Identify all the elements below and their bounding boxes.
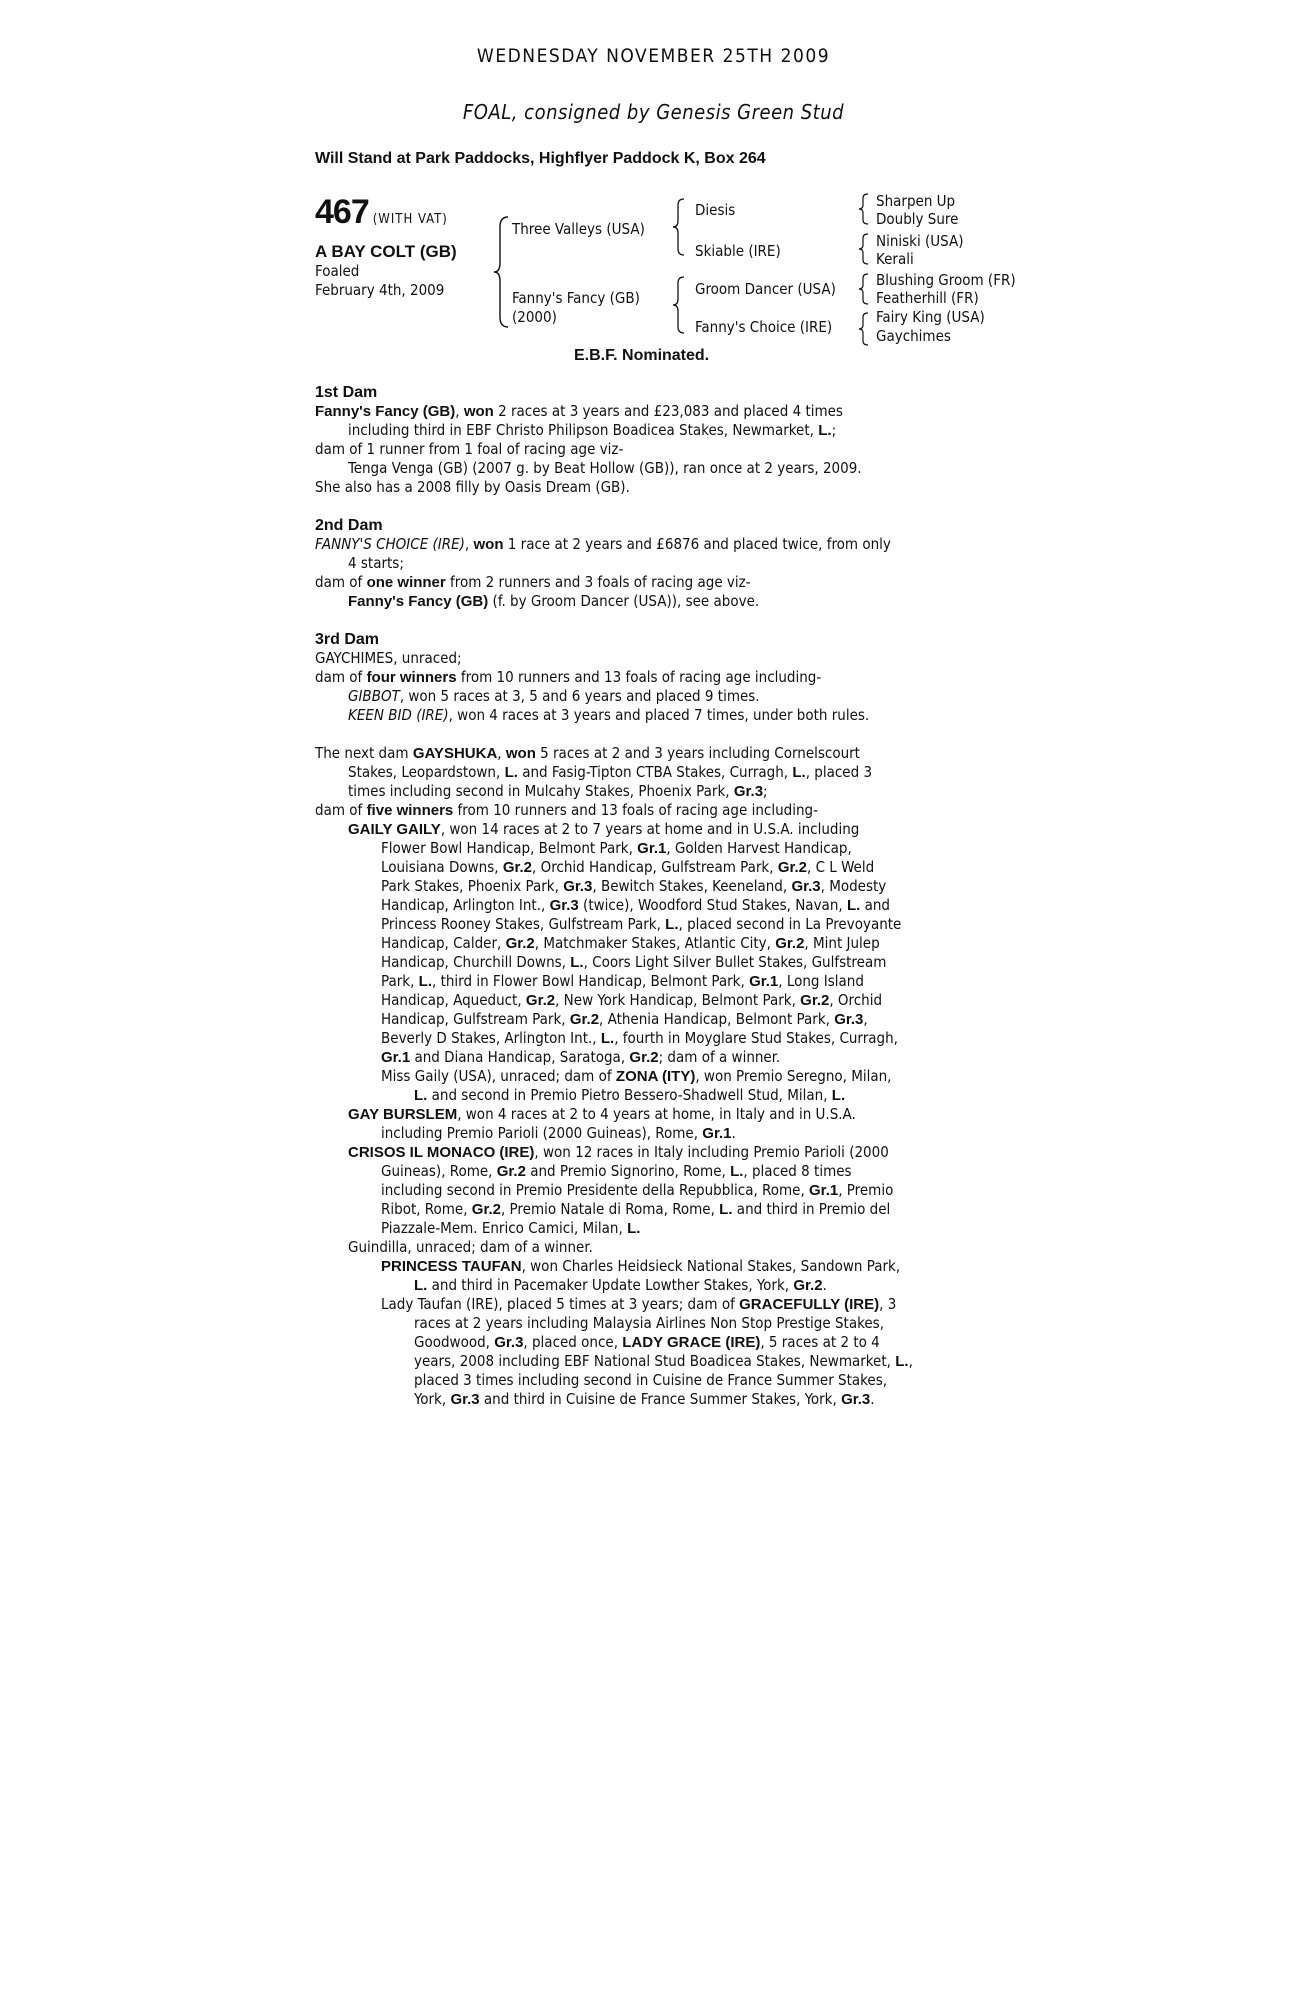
next-dam-line3 (315, 782, 995, 801)
guindilla-line: Guindilla, unraced; dam of a winner. (348, 1238, 593, 1256)
bold-segment: Gr.2 (502, 859, 532, 876)
winner-count: five winners (366, 802, 454, 819)
grade-mark: Gr.3 (733, 783, 764, 800)
first-dam-name: Fanny's Fancy (GB) (315, 403, 456, 420)
gaily-gaily-line-0 (315, 820, 995, 839)
text-segment: , Coors Light Silver Bullet Stakes, Gulfstream (583, 953, 887, 971)
text-segment: York, (414, 1390, 451, 1408)
bold-segment: Gr.2 (775, 935, 805, 952)
text-segment: and Diana Handicap, Saratoga, (410, 1048, 630, 1066)
text-segment: , 3 (879, 1295, 897, 1313)
runner-name: GAILY GAILY (348, 821, 441, 838)
text-segment: Piazzale-Mem. Enrico Camici, Milan, (381, 1219, 628, 1237)
text-segment: , Athenia Handicap, Belmont Park, (599, 1010, 835, 1028)
text-segment: . (731, 1124, 736, 1142)
second-dam-runner (315, 592, 995, 611)
text-segment: and third in Pacemaker Update Lowther Stakes, York, (427, 1276, 794, 1294)
bold-segment: Gr.3 (791, 878, 821, 895)
second-dam-line: FANNY'S CHOICE (IRE), won 1 race at 2 years and £6876 and placed twice, from only (315, 535, 891, 553)
gay-burslem-line (315, 1124, 995, 1143)
text-segment: Princess Rooney Stakes, Gulfstream Park, (381, 915, 666, 933)
bold-segment: Gr.2 (525, 992, 556, 1009)
bold-segment: Gr.2 (505, 935, 535, 952)
gaily-gaily-line (315, 934, 995, 953)
text-segment: , Bewitch Stakes, Keeneland, (592, 877, 792, 895)
bold-segment: L. (570, 954, 584, 971)
bold-segment: L. (665, 916, 679, 933)
gaily-gaily-line (315, 953, 995, 972)
next-dam-section (315, 744, 995, 820)
gaily-gaily-line (315, 839, 995, 858)
princess-taufan-line (315, 1257, 995, 1276)
gay-burslem-entry (315, 1105, 995, 1143)
text-segment: Ribot, Rome, (381, 1200, 472, 1218)
text: times including second in Mulcahy Stakes, Phoenix Park, (348, 782, 734, 800)
next-dam-produce (315, 801, 995, 820)
consignment-line: FOAL, consigned by Genesis Green Stud (462, 100, 845, 124)
bold-segment: L. (414, 1277, 428, 1294)
bold-segment: Gr.1 (749, 973, 779, 990)
runner-text: , won 5 races at 3, 5 and 6 years and placed 9 times. (399, 687, 760, 705)
text-segment: , placed 8 times (743, 1162, 852, 1180)
runner-name: KEEN BID (IRE) (348, 706, 449, 724)
text-segment: , won 4 races at 2 to 4 years at home, in Italy and in U.S.A. (457, 1105, 856, 1123)
second-dam-heading: 2nd Dam (315, 517, 383, 534)
third-dam-runner-2 (315, 706, 995, 725)
text-segment: Beverly D Stakes, Arlington Int., (381, 1029, 601, 1047)
gaily-gaily-line (315, 896, 995, 915)
text-segment: , fourth in Moyglare Stud Stakes, Curragh, (614, 1029, 898, 1047)
pedigree-sire-dam: Skiable (IRE) (695, 242, 781, 260)
next-dam-name: GAYSHUKA (412, 745, 498, 762)
second-dam-text: 1 race at 2 years and £6876 and placed twice, from only (503, 535, 891, 553)
pedigree-dds: Fairy King (USA) (876, 308, 985, 326)
lady-taufan-entry (315, 1295, 995, 1409)
bold-segment: GAY BURSLEM (348, 1106, 458, 1123)
second-dam-line2: 4 starts; (348, 554, 404, 572)
text-segment: , (908, 1352, 913, 1370)
miss-gaily-line (315, 1067, 995, 1086)
text: , placed 3 (805, 763, 873, 781)
first-dam-text2: including third in EBF Christo Philipson Boadicea Stakes, Newmarket, (348, 421, 819, 439)
runner-text (441, 820, 860, 838)
text-segment: , C L Weld (807, 858, 875, 876)
text-segment: , won 12 races in Italy including Premio Parioli (2000 (534, 1143, 889, 1161)
text-segment: , Orchid (829, 991, 883, 1009)
runner-name: GIBBOT (348, 687, 400, 705)
gay-burslem-line (315, 1105, 995, 1124)
pedigree-dam-year: (2000) (512, 308, 557, 326)
bold-segment: Gr.3 (450, 1391, 480, 1408)
text-segment: Louisiana Downs, (381, 858, 503, 876)
first-dam-runner: Tenga Venga (GB) (2007 g. by Beat Hollow (GB)), ran once at 2 years, 2009. (348, 459, 862, 477)
text-segment: including Premio Parioli (2000 Guineas), Rome, (381, 1124, 703, 1142)
text-segment: Handicap, Aqueduct, (381, 991, 526, 1009)
text-segment: (twice), Woodford Stud Stakes, Navan, (578, 896, 847, 914)
text-segment: , Long Island (778, 972, 864, 990)
bold-segment: Gr.3 (563, 878, 593, 895)
bold-segment: Gr.3 (834, 1011, 864, 1028)
text-segment: , Modesty (820, 877, 887, 895)
dam-of: dam of (315, 573, 367, 591)
text-segment: years, 2008 including EBF National Stud Boadicea Stakes, Newmarket, (414, 1352, 896, 1370)
pedigree-dam-sire: Groom Dancer (USA) (695, 280, 836, 298)
miss-gaily-entry (315, 1067, 995, 1105)
text-segment: , Premio (838, 1181, 894, 1199)
bold-segment: Gr.3 (549, 897, 579, 914)
gaily-gaily-line (315, 972, 995, 991)
gaily-gaily-entry (315, 820, 995, 1067)
won: won (505, 745, 536, 762)
winner-count: four winners (366, 669, 457, 686)
bold-segment: L. (414, 1087, 428, 1104)
first-dam-section (315, 383, 995, 497)
text-segment: Goodwood, (414, 1333, 495, 1351)
catalogue-body (315, 383, 995, 1409)
pedigree-dam: Fanny's Fancy (GB) (512, 289, 640, 307)
bold-segment: Gr.1 (809, 1182, 839, 1199)
text-segment: , third in Flower Bowl Handicap, Belmont Park, (432, 972, 750, 990)
bold-segment: Gr.1 (381, 1049, 411, 1066)
pedigree-brace-sd (857, 232, 871, 266)
winner-count: one winner (366, 574, 446, 591)
pedigree-dss: Blushing Groom (FR) (876, 271, 1016, 289)
bold-segment: L. (627, 1220, 641, 1237)
bold-segment: Gr.2 (496, 1163, 526, 1180)
pedigree-brace-main (492, 215, 512, 330)
runner-text: , won 4 races at 3 years and placed 7 times, under both rules. (448, 706, 870, 724)
dam-of: dam of (315, 668, 367, 686)
lot-heading (315, 193, 448, 232)
princess-taufan-line (315, 1276, 995, 1295)
pedigree-brace-dd (857, 311, 871, 347)
text-segment: and Premio Signorino, Rome, (525, 1162, 731, 1180)
runner-name: Fanny's Fancy (GB) (348, 593, 489, 610)
vat-note: (WITH VAT) (372, 212, 448, 227)
lady-taufan-line (315, 1333, 995, 1352)
lady-taufan-line (315, 1390, 995, 1409)
text-segment: , 5 races at 2 to 4 (760, 1333, 880, 1351)
foaled-info (315, 262, 444, 300)
bold-segment: L. (730, 1163, 744, 1180)
text-segment: , placed once, (523, 1333, 623, 1351)
text-segment: Handicap, Calder, (381, 934, 506, 952)
pedigree-brace-ds (857, 272, 871, 306)
pedigree-sire: Three Valleys (USA) (512, 220, 645, 238)
text-segment: , New York Handicap, Belmont Park, (555, 991, 801, 1009)
crisos-entry (315, 1143, 995, 1238)
lady-taufan-line (315, 1295, 995, 1314)
pedigree-brace-dam (671, 275, 687, 335)
bold-segment: GRACEFULLY (IRE) (739, 1296, 880, 1313)
sale-date: WEDNESDAY NOVEMBER 25TH 2009 (476, 45, 831, 67)
text: and Fasig-Tipton CTBA Stakes, Curragh, (517, 763, 793, 781)
second-dam-produce (315, 573, 995, 592)
pedigree-sds: Niniski (USA) (876, 232, 964, 250)
text-segment: , (863, 1010, 868, 1028)
bold-segment: Gr.2 (471, 1201, 501, 1218)
dam-of: dam of (315, 801, 367, 819)
lady-taufan-line (315, 1352, 995, 1371)
foaled-date: February 4th, 2009 (315, 281, 445, 299)
third-dam-produce (315, 668, 995, 687)
third-dam-line: GAYCHIMES, unraced; (315, 649, 462, 667)
lot-number: 467 (315, 193, 369, 231)
bold-segment: LADY GRACE (IRE) (622, 1334, 761, 1351)
text-segment: and third in Premio del (732, 1200, 891, 1218)
miss-gaily-line (315, 1086, 995, 1105)
first-dam-line2 (315, 421, 995, 440)
bold-segment: ZONA (ITY) (615, 1068, 696, 1085)
listed-mark: L. (818, 422, 832, 439)
gaily-gaily-line (315, 858, 995, 877)
pedigree-dam-dam: Fanny's Choice (IRE) (695, 318, 833, 336)
bold-segment: L. (846, 897, 861, 914)
text-segment: , won 14 races at 2 to 7 years at home and in U.S.A. including (440, 820, 860, 838)
second-dam-section (315, 516, 995, 611)
text-segment: , Mint Julep (804, 934, 880, 952)
listed-mark: L. (792, 764, 806, 781)
text-segment: . (870, 1390, 875, 1408)
bold-segment: Gr.1 (702, 1125, 732, 1142)
bold-segment: Gr.2 (629, 1049, 659, 1066)
text-segment: and third in Cuisine de France Summer Stakes, York, (479, 1390, 842, 1408)
text-segment: Lady Taufan (IRE), placed 5 times at 3 years; dam of (381, 1295, 740, 1313)
bold-segment: L. (418, 973, 433, 990)
text-segment: including second in Premio Presidente della Repubblica, Rome, (381, 1181, 810, 1199)
pedigree-brace-sire (671, 197, 687, 257)
pedigree-dsd: Featherhill (FR) (876, 289, 979, 307)
text-segment: , won Charles Heidsieck National Stakes, Sandown Park, (521, 1257, 901, 1275)
bold-segment: Gr.2 (777, 859, 808, 876)
ebf-nominated: E.B.F. Nominated. (574, 347, 710, 364)
text-segment: and second in Premio Pietro Bessero-Shadwell Stud, Milan, (427, 1086, 832, 1104)
pedigree-sss: Sharpen Up (876, 192, 956, 210)
stand-location: Will Stand at Park Paddocks, Highflyer Paddock K, Box 264 (315, 150, 766, 167)
princess-taufan-entry (315, 1257, 995, 1295)
produce-text: from 2 runners and 3 foals of racing age viz- (445, 573, 751, 591)
foaled-label: Foaled (315, 262, 360, 280)
text-segment: placed 3 times including second in Cuisine de France Summer Stakes, (414, 1371, 888, 1389)
text-segment: Miss Gaily (USA), unraced; dam of (381, 1067, 616, 1085)
second-dam-name: FANNY'S CHOICE (IRE) (315, 535, 465, 553)
first-dam-won: won (463, 403, 494, 420)
lady-taufan-line (315, 1371, 995, 1390)
bold-segment: Gr.2 (793, 1277, 823, 1294)
text-segment: , placed second in La Prevoyante (678, 915, 902, 933)
pedigree-ddd: Gaychimes (876, 327, 951, 345)
bold-segment: Gr.2 (800, 992, 830, 1009)
pedigree-ssd: Doubly Sure (876, 210, 959, 228)
third-dam-heading: 3rd Dam (315, 631, 380, 648)
bold-segment: Gr.3 (494, 1334, 524, 1351)
text-segment: Handicap, Churchill Downs, (381, 953, 571, 971)
third-dam-runner-1 (315, 687, 995, 706)
text-segment: , Golden Harvest Handicap, (666, 839, 852, 857)
text-segment: and (860, 896, 890, 914)
crisos-line (315, 1181, 995, 1200)
first-dam-heading: 1st Dam (315, 384, 378, 401)
lady-taufan-line (315, 1314, 995, 1333)
text-segment: , Matchmaker Stakes, Atlantic City, (534, 934, 776, 952)
bold-segment: L. (831, 1087, 846, 1104)
text-segment: , Orchid Handicap, Gulfstream Park, (532, 858, 778, 876)
first-dam-produce: dam of 1 runner from 1 foal of racing age viz- (315, 440, 624, 458)
text: Stakes, Leopardstown, (348, 763, 505, 781)
next-dam-line1: The next dam GAYSHUKA, won 5 races at 2 and 3 years including Cornelscourt (315, 744, 860, 762)
punct: ; (763, 782, 768, 800)
second-dam-won: won (473, 536, 504, 553)
text-segment: Handicap, Gulfstream Park, (381, 1010, 570, 1028)
produce-text: from 10 runners and 13 foals of racing age including- (453, 801, 818, 819)
text-segment: Park Stakes, Phoenix Park, (381, 877, 564, 895)
first-dam-line: Fanny's Fancy (GB), won 2 races at 3 years and £23,083 and placed 4 times (315, 402, 843, 420)
text-segment: Flower Bowl Handicap, Belmont Park, (381, 839, 638, 857)
crisos-line (315, 1143, 995, 1162)
third-dam-section (315, 630, 995, 725)
text: 5 races at 2 and 3 years including Cornelscourt (535, 744, 860, 762)
runner-text: (f. by Groom Dancer (USA)), see above. (488, 592, 760, 610)
produce-text: from 10 runners and 13 foals of racing age including- (456, 668, 822, 686)
text-segment: , won Premio Seregno, Milan, (695, 1067, 892, 1085)
bold-segment: L. (719, 1201, 733, 1218)
crisos-line (315, 1200, 995, 1219)
text-segment: Park, (381, 972, 419, 990)
text-segment: Guineas), Rome, (381, 1162, 497, 1180)
text-segment: Handicap, Arlington Int., (381, 896, 550, 914)
gaily-gaily-line (315, 1010, 995, 1029)
gaily-gaily-line (315, 1029, 995, 1048)
bold-segment: L. (895, 1353, 909, 1370)
text: The next dam (315, 744, 413, 762)
pedigree-sdd: Kerali (876, 250, 914, 268)
punct: ; (831, 421, 837, 439)
listed-mark: L. (504, 764, 518, 781)
gaily-gaily-line (315, 877, 995, 896)
first-dam-text: 2 races at 3 years and £23,083 and placed 4 times (493, 402, 843, 420)
pedigree-sire-sire: Diesis (695, 201, 736, 219)
pedigree-brace-ss (857, 192, 871, 226)
crisos-line (315, 1162, 995, 1181)
gaily-gaily-line (315, 1048, 995, 1067)
text-segment: ; dam of a winner. (658, 1048, 781, 1066)
text-segment: races at 2 years including Malaysia Airlines Non Stop Prestige Stakes, (414, 1314, 884, 1332)
text-segment: . (822, 1276, 827, 1294)
bold-segment: CRISOS IL MONACO (IRE) (348, 1144, 535, 1161)
bold-segment: Gr.2 (569, 1011, 600, 1028)
bold-segment: Gr.1 (637, 840, 667, 857)
bold-segment: Gr.3 (841, 1391, 871, 1408)
first-dam-note: She also has a 2008 filly by Oasis Dream (GB). (315, 478, 630, 496)
next-dam-line2 (315, 763, 995, 782)
gaily-gaily-line (315, 915, 995, 934)
bold-segment: L. (600, 1030, 615, 1047)
text-segment: , Premio Natale di Roma, Rome, (500, 1200, 720, 1218)
crisos-line (315, 1219, 995, 1238)
gaily-gaily-line (315, 991, 995, 1010)
lot-name: A BAY COLT (GB) (315, 242, 457, 261)
bold-segment: PRINCESS TAUFAN (381, 1258, 522, 1275)
